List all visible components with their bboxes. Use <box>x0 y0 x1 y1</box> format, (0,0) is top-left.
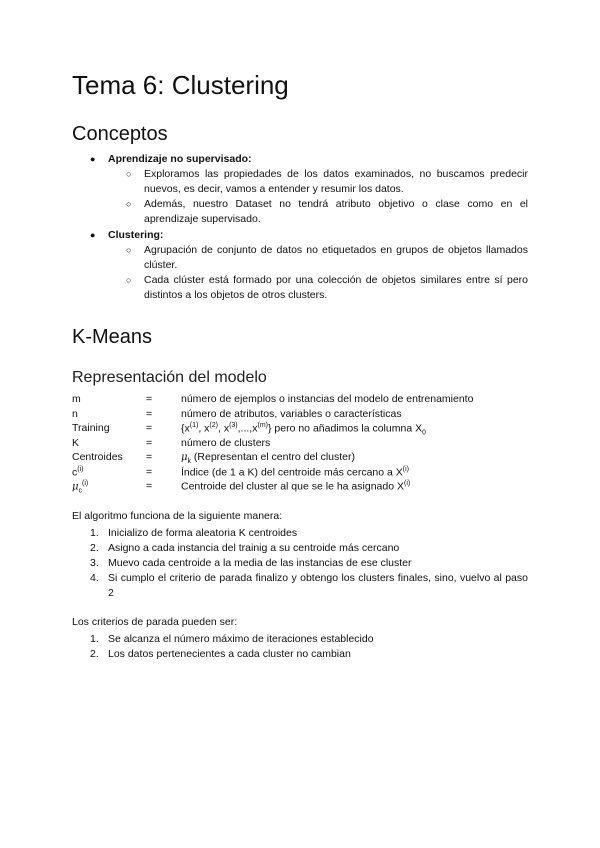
list-text: Los datos pertenecientes a cada cluster no cambian <box>108 647 351 660</box>
circle-bullet-icon: ○ <box>126 199 132 210</box>
sublist-item <box>126 273 528 303</box>
criteria-intro: Los criterios de parada pueden ser: <box>72 615 238 628</box>
list-item <box>90 647 528 662</box>
list-item <box>90 571 528 601</box>
definition-term: $c^{(i)}$ <box>72 465 84 479</box>
definition-equals: = <box>146 451 153 464</box>
definition-equals: = <box>146 480 153 493</box>
definition-equals: = <box>146 407 153 420</box>
definition-row <box>72 408 473 423</box>
sublist-item <box>126 243 528 273</box>
list-number: 2. <box>90 541 99 554</box>
bullet-icon: ● <box>90 154 96 165</box>
list-number: 1. <box>90 632 99 645</box>
definition-row <box>72 393 473 408</box>
list-item <box>90 526 528 541</box>
page-title: Tema 6: Clustering <box>72 70 289 100</box>
definition-term: Training <box>72 422 110 435</box>
circle-bullet-icon: ○ <box>126 169 132 180</box>
criteria-list <box>72 632 528 662</box>
subsection-heading: Representación del modelo <box>72 369 267 387</box>
definition-row <box>72 437 473 452</box>
section-heading-conceptos: Conceptos <box>72 123 168 146</box>
definition-equals: = <box>146 436 153 449</box>
list-item <box>90 152 528 227</box>
definition-description: Centroide del cluster al que se le ha asignado $X^{(i)}$ <box>181 480 411 493</box>
list-item <box>90 556 528 571</box>
definition-description: {$x^{(1)}$, $x^{(2)}$, $x^{(3)},...,x^{(m)}$} pero no añadimos la columna $X_0$ <box>181 422 426 437</box>
list-item-heading: Aprendizaje no supervisado: <box>108 153 252 166</box>
definition-equals: = <box>146 393 153 406</box>
sublist-item <box>126 167 528 197</box>
sublist-text: Cada clúster está formado por una colección de objetos similares entre sí pero distintos a los objetos de otros clusters. <box>144 274 528 302</box>
definition-description: Índice (de 1 a K) del centroide más cercano a $X^{(i)}$ <box>181 465 410 479</box>
sublist <box>108 243 528 303</box>
sublist <box>108 167 528 227</box>
list-text: Inicializo de forma aleatoria K centroides <box>108 526 298 539</box>
definition-term: $\mu_c^{(i)}$ <box>72 480 89 495</box>
definition-term: m <box>72 393 81 406</box>
sublist-text: Además, nuestro Dataset no tendrá atributo objetivo o clase como en el aprendizaje supervisado. <box>144 198 528 226</box>
list-number: 2. <box>90 647 99 660</box>
definition-row <box>72 466 473 481</box>
definition-row <box>72 480 473 495</box>
list-item <box>90 541 528 556</box>
list-text: Si cumplo el criterio de parada finalizo y obtengo los clusters finales, sino, vuelvo al paso 2 <box>108 571 528 599</box>
definitions-table <box>72 393 473 495</box>
list-item-heading: Clustering: <box>108 229 164 242</box>
definition-description: número de clusters <box>181 436 271 449</box>
section-heading-kmeans: K-Means <box>72 326 153 349</box>
definition-description: $\mu_k$ (Representan el centro del cluster) <box>181 451 355 466</box>
algorithm-steps <box>72 526 528 601</box>
definition-row <box>72 451 473 466</box>
conceptos-list <box>72 152 528 303</box>
circle-bullet-icon: ○ <box>126 245 132 256</box>
algorithm-intro: El algoritmo funciona de la siguiente manera: <box>72 509 283 522</box>
definition-term: K <box>72 436 80 449</box>
list-number: 1. <box>90 526 99 539</box>
list-number: 3. <box>90 556 99 569</box>
definition-description: número de ejemplos o instancias del modelo de entrenamiento <box>181 393 474 406</box>
list-text: Se alcanza el número máximo de iteraciones establecido <box>108 632 374 645</box>
definition-row <box>72 422 473 437</box>
sublist-text: Agrupación de conjunto de datos no etiquetados en grupos de objetos llamados clúster. <box>144 244 528 272</box>
document-page <box>72 70 528 662</box>
bullet-icon: ● <box>90 230 96 241</box>
definition-term: n <box>72 407 78 420</box>
sublist-item <box>126 197 528 227</box>
list-item <box>90 228 528 303</box>
list-text: Muevo cada centroide a la media de las instancias de ese cluster <box>108 556 412 569</box>
definition-equals: = <box>146 465 153 478</box>
sublist-text: Exploramos las propiedades de los datos examinados, no buscamos predecir nuevos, es decir, vamos a entender y resumir los datos. <box>144 168 528 196</box>
list-item <box>90 632 528 647</box>
circle-bullet-icon: ○ <box>126 275 132 286</box>
definition-equals: = <box>146 422 153 435</box>
list-number: 4. <box>90 571 99 584</box>
definition-term: Centroides <box>72 451 123 464</box>
list-text: Asigno a cada instancia del trainig a su centroide más cercano <box>108 541 400 554</box>
definition-description: número de atributos, variables o características <box>181 407 402 420</box>
